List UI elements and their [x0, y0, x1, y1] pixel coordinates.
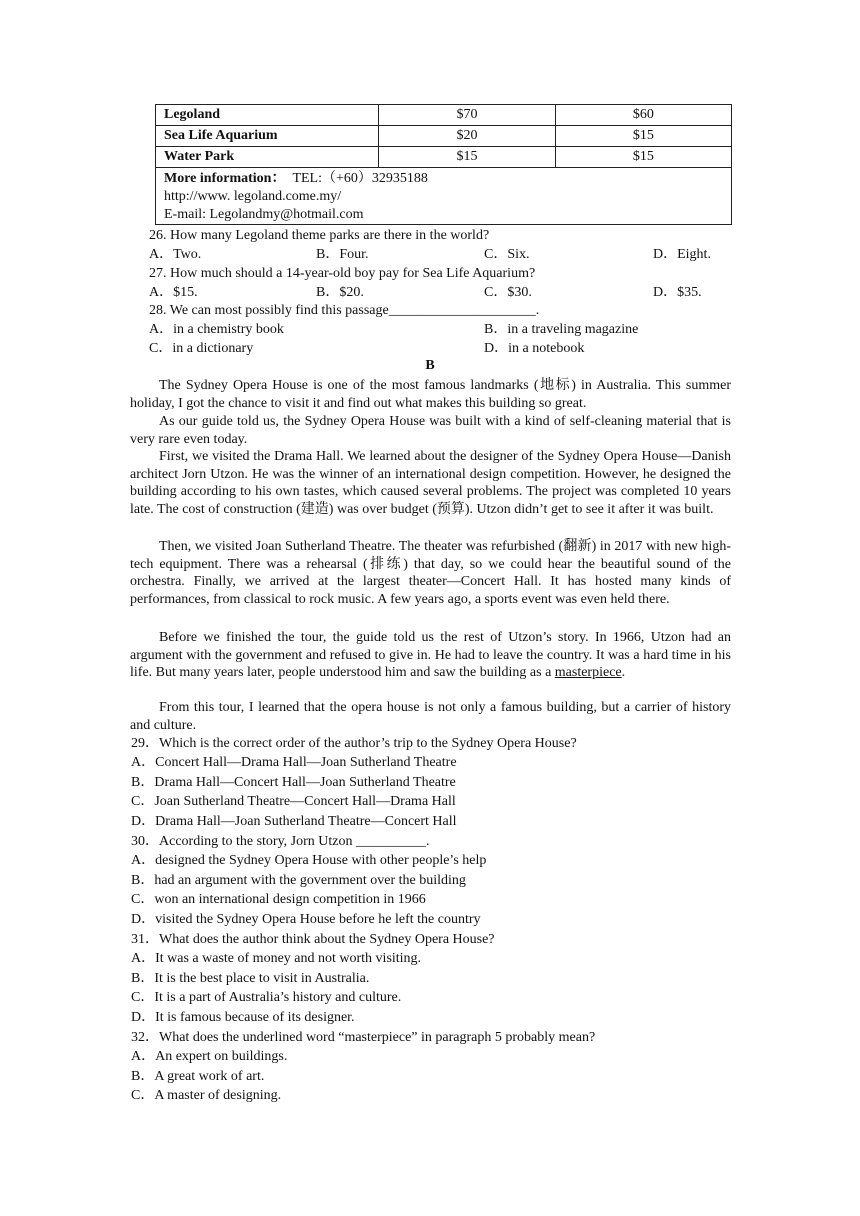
- info-label: More information：: [164, 171, 286, 186]
- passage-paragraph-1: The Sydney Opera House is one of the most famous landmarks (地标) in Australia. This summer holiday, I got the chance to visit it and find out what makes this building so great.: [130, 378, 731, 411]
- question-29-option-a: A．Concert Hall—Drama Hall—Joan Sutherland Theatre: [131, 755, 457, 770]
- question-30-option-d: D．visited the Sydney Opera House before he left the country: [131, 912, 481, 927]
- question-31-option-c: C．It is a part of Australia’s history and culture.: [131, 990, 402, 1005]
- price-table: [155, 104, 732, 225]
- question-27-option-d: D．$35.: [653, 285, 702, 300]
- table-row: [156, 147, 732, 168]
- question-29-option-d: D．Drama Hall—Joan Sutherland Theatre—Concert Hall: [131, 814, 457, 829]
- question-30-option-b: B．had an argument with the government over the building: [131, 873, 466, 888]
- table-cell: $60: [555, 105, 731, 126]
- question-32-option-a: A．An expert on buildings.: [131, 1049, 288, 1064]
- question-30-option-a: A．designed the Sydney Opera House with other people’s help: [131, 853, 487, 868]
- question-31-option-b: B．It is the best place to visit in Australia.: [131, 971, 370, 986]
- question-26-option-a: A．Two.: [149, 247, 202, 262]
- table-row: [156, 105, 732, 126]
- question-30-text: 30．According to the story, Jorn Utzon: [131, 834, 356, 849]
- table-cell: Water Park: [156, 147, 379, 168]
- question-28-option-c: C．in a dictionary: [149, 341, 254, 356]
- section-heading: B: [425, 358, 435, 373]
- question-27-stem: 27. How much should a 14-year-old boy pay for Sea Life Aquarium?: [149, 266, 536, 281]
- question-29-option-b: B．Drama Hall—Concert Hall—Joan Sutherland Theatre: [131, 775, 456, 790]
- question-32-stem: 32．What does the underlined word “masterpiece” in paragraph 5 probably mean?: [131, 1030, 596, 1045]
- question-31-stem: 31．What does the author think about the Sydney Opera House?: [131, 932, 495, 947]
- underlined-word: masterpiece: [554, 665, 622, 681]
- answer-blank: __________.: [356, 834, 430, 849]
- answer-blank: _____________________.: [388, 303, 540, 318]
- passage-paragraph-5: [130, 629, 731, 682]
- passage-paragraph-6: From this tour, I learned that the opera house is not only a famous building, but a carrier of history and culture.: [130, 700, 731, 733]
- info-email: E-mail: Legolandmy@hotmail.com: [164, 207, 364, 222]
- table-cell: $70: [379, 105, 555, 126]
- table-cell: Sea Life Aquarium: [156, 126, 379, 147]
- info-tel: TEL:（+60）32935188: [292, 171, 428, 186]
- passage-paragraph-3: First, we visited the Drama Hall. We learned about the designer of the Sydney Opera House—Danish architect Jorn Utzon. He was the winner of an international design competition. However, he designed the building according to his own tastes, which caused several problems. The project was completed 10 years late. The cost of construction (建造) was over budget (预算). Utzon didn’t get to see it after it was built.: [130, 449, 731, 517]
- passage-paragraph-4: Then, we visited Joan Sutherland Theatre. The theater was refurbished (翻新) in 2017 with new high-tech equipment. There was a rehearsal (排练) that day, so we could hear the beautiful sound of the orchestra. Finally, we arrived at the largest theater—Concert Hall. It has hosted many kinds of performances, from classical to rock music. A few years ago, a sports event was even held there.: [130, 539, 731, 607]
- table-cell: Legoland: [156, 105, 379, 126]
- question-30-stem: [131, 832, 731, 851]
- table-row: [156, 126, 732, 147]
- question-29-option-c: C．Joan Sutherland Theatre—Concert Hall—Drama Hall: [131, 794, 456, 809]
- paragraph-5-end: .: [621, 665, 626, 681]
- question-28-option-b: B．in a traveling magazine: [484, 322, 639, 337]
- table-cell: $15: [379, 147, 555, 168]
- question-32-option-c: C．A master of designing.: [131, 1088, 282, 1103]
- question-27-option-a: A．$15.: [149, 285, 198, 300]
- table-cell: $15: [555, 147, 731, 168]
- passage-paragraph-2: As our guide told us, the Sydney Opera House was built with a kind of self-cleaning material that is very rare even today.: [130, 414, 731, 447]
- question-30-option-c: C．won an international design competition in 1966: [131, 892, 426, 907]
- question-26-option-c: C．Six.: [484, 247, 530, 262]
- table-cell: $15: [555, 126, 731, 147]
- info-row: [156, 168, 732, 225]
- question-31-option-a: A．It was a waste of money and not worth visiting.: [131, 951, 422, 966]
- question-26-option-d: D．Eight.: [653, 247, 711, 262]
- question-28-stem: [149, 301, 749, 320]
- paragraph-5-text: Before we finished the tour, the guide told us the rest of Utzon’s story. In 1966, Utzon had an argument with the government and refused to give in. He had to leave the country. It was a hard time in his life. But many years later, people understood him and saw the building as a: [130, 630, 731, 681]
- question-29-stem: 29．Which is the correct order of the author’s trip to the Sydney Opera House?: [131, 736, 577, 751]
- question-27-option-b: B．$20.: [316, 285, 364, 300]
- question-28-option-d: D．in a notebook: [484, 341, 585, 356]
- question-28-text: 28. We can most possibly find this passage: [149, 303, 389, 318]
- question-28-option-a: A．in a chemistry book: [149, 322, 284, 337]
- question-31-option-d: D．It is famous because of its designer.: [131, 1010, 355, 1025]
- more-information: [156, 168, 732, 225]
- question-27-option-c: C．$30.: [484, 285, 532, 300]
- question-26-stem: 26. How many Legoland theme parks are there in the world?: [149, 228, 490, 243]
- info-url: http://www. legoland.come.my/: [164, 189, 342, 204]
- question-26-option-b: B．Four.: [316, 247, 369, 262]
- question-32-option-b: B．A great work of art.: [131, 1069, 265, 1084]
- table-cell: $20: [379, 126, 555, 147]
